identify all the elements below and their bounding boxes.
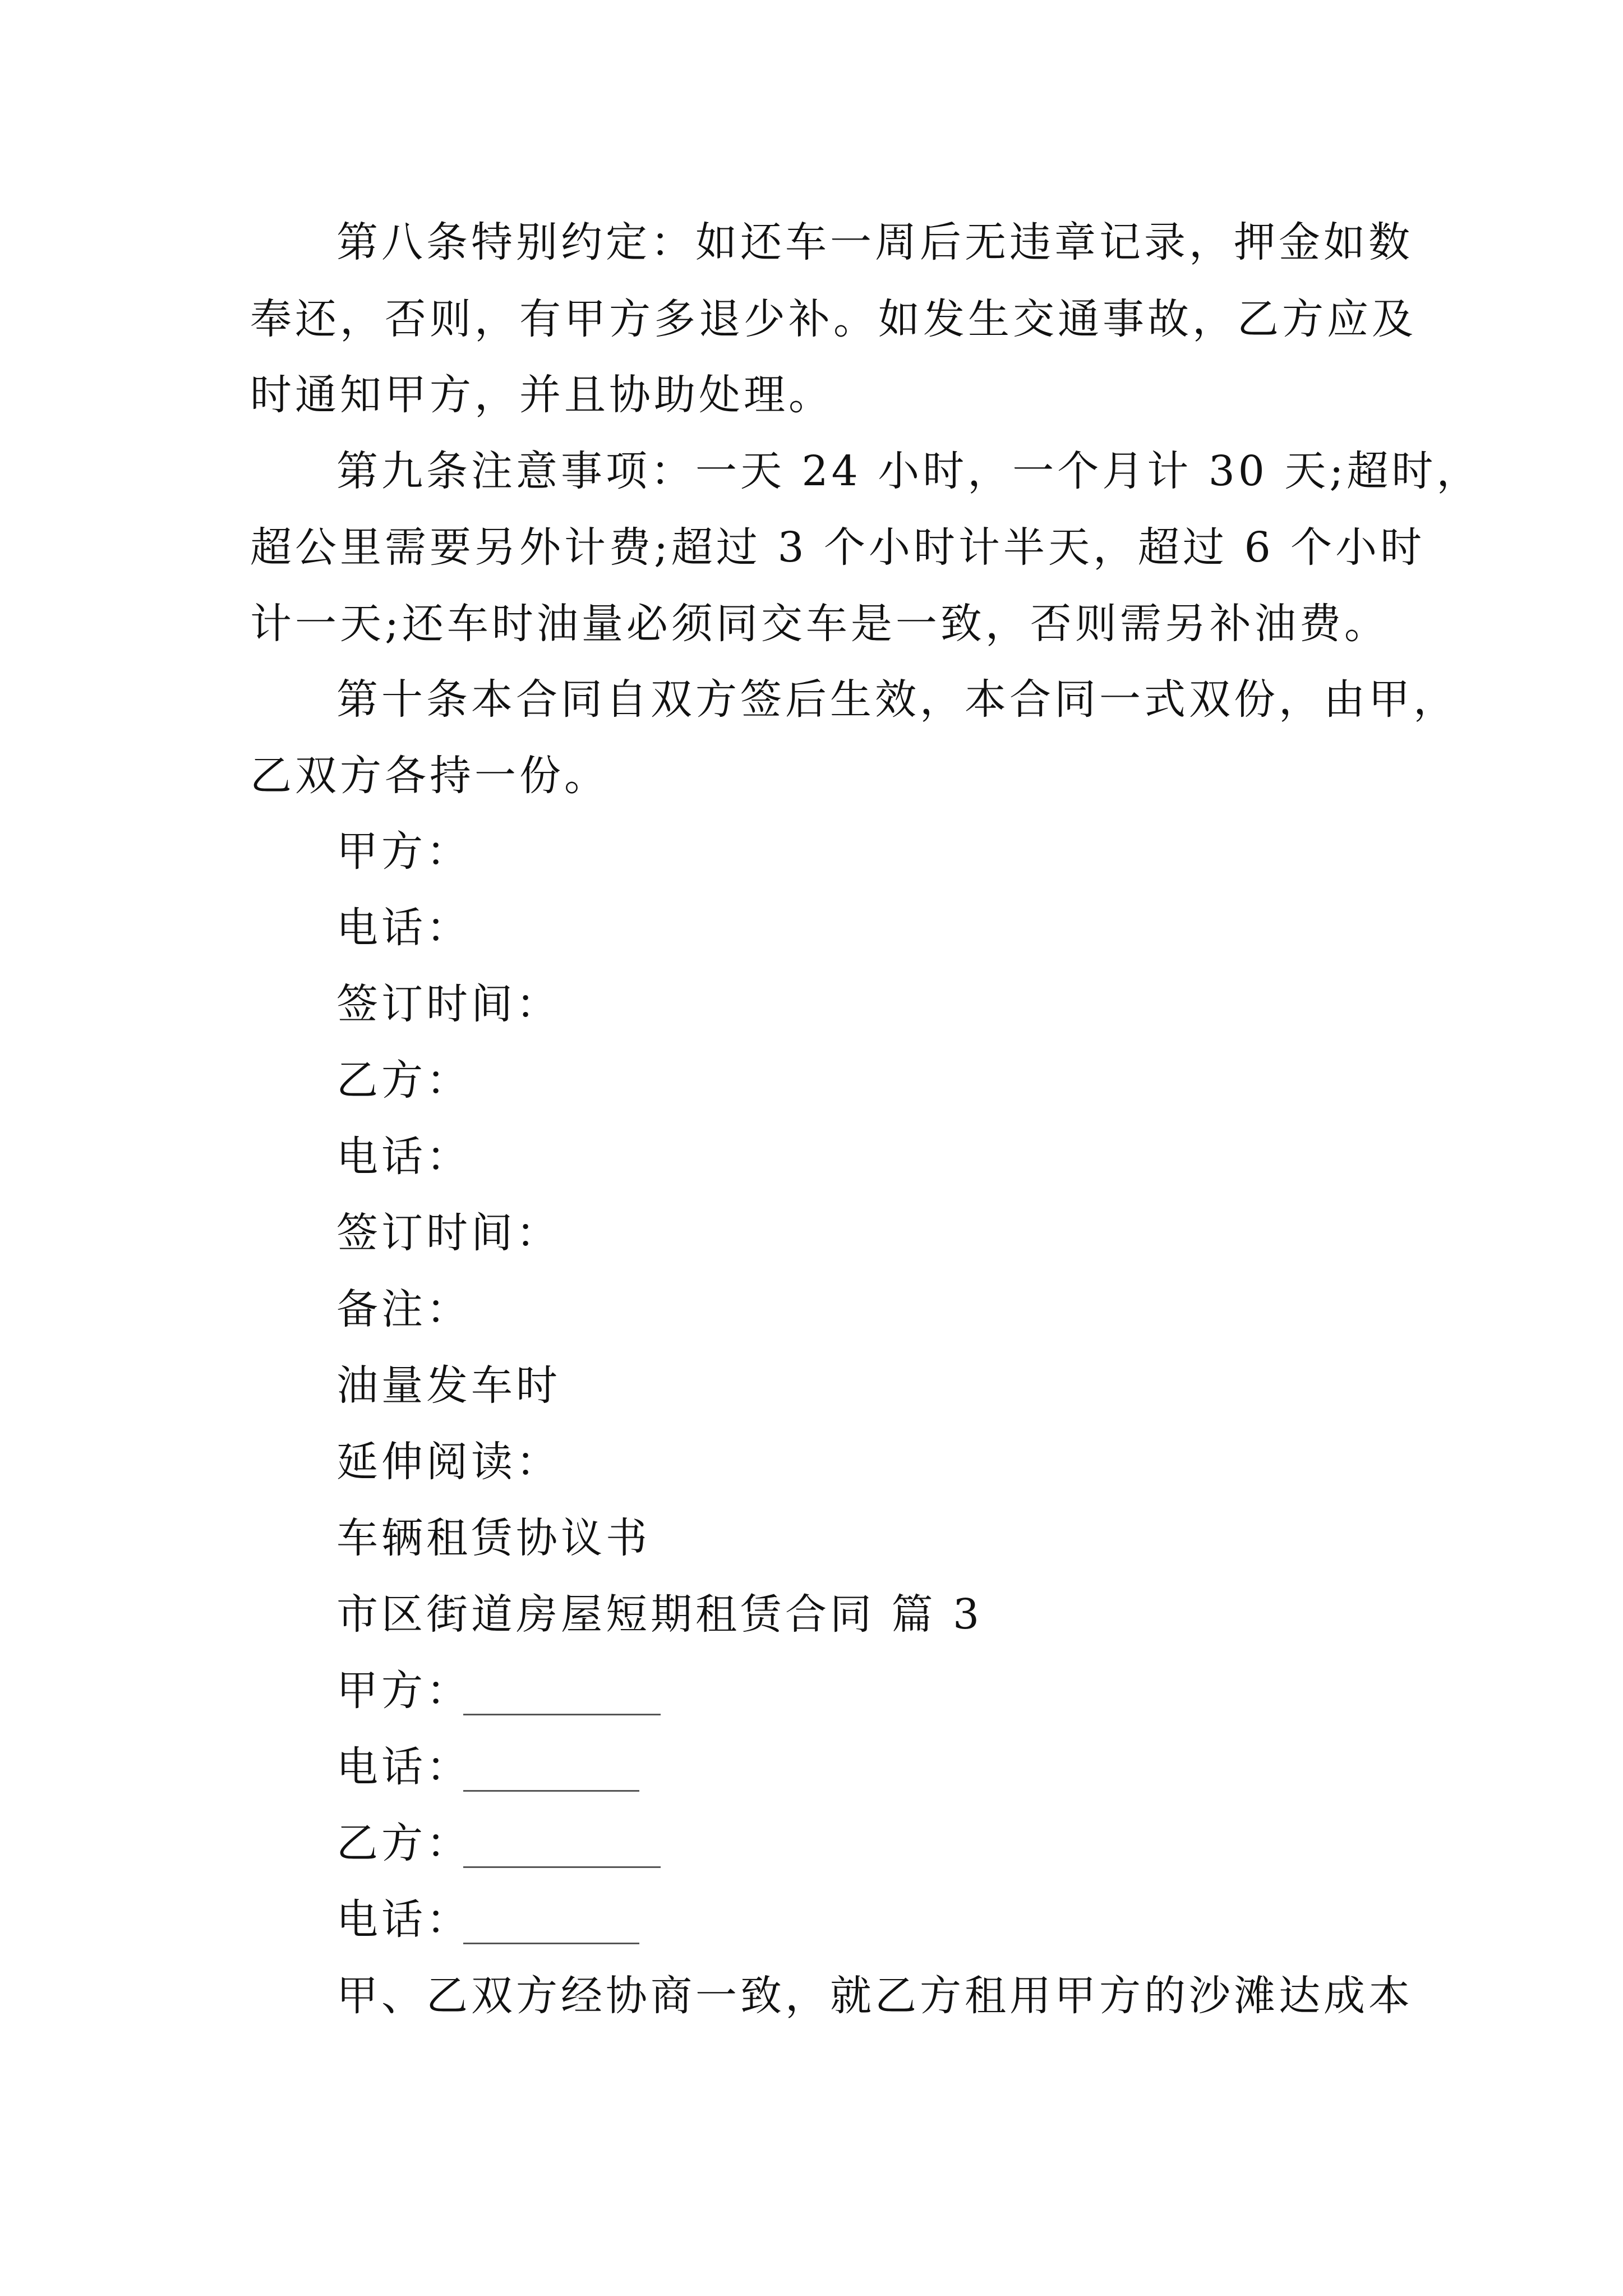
article-8-line-1: 第八条特别约定：如还车一周后无违章记录，押金如数 (336, 218, 1413, 266)
section-title-contract-3: 市区街道房屋短期租赁合同 篇 3 (336, 1590, 983, 1639)
article-9-line-1: 第九条注意事项：一天 24 小时，一个月计 30 天;超时， (336, 447, 1482, 495)
related-reading-label: 延伸阅读： (336, 1438, 561, 1486)
closing-paragraph-line: 甲、乙双方经协商一致，就乙方租用甲方的沙滩达成本 (336, 1972, 1413, 2020)
article-8-line-3: 时通知甲方，并且协助处理。 (250, 371, 833, 419)
party-b-label: 乙方： (336, 1056, 471, 1105)
article-8-line-2: 奉还，否则，有甲方多退少补。如发生交通事故，乙方应及 (250, 295, 1417, 343)
phone-a-blank (463, 1790, 639, 1792)
article-9-line-3: 计一天;还车时油量必须同交车是一致，否则需另补油费。 (250, 600, 1389, 648)
phone-a-label: 电话： (336, 904, 471, 952)
article-10-line-2: 乙双方各持一份。 (250, 752, 609, 800)
phone-b-blank (463, 1943, 639, 1944)
contract3-party-a-label: 甲方： (336, 1667, 471, 1715)
sign-date-a-label: 签订时间： (336, 980, 561, 1028)
article-10-line-1: 第十条本合同自双方签后生效，本合同一式双份，由甲， (336, 675, 1458, 724)
contract3-phone-b-label: 电话： (336, 1895, 471, 1944)
contract3-party-b-label: 乙方： (336, 1819, 471, 1867)
contract3-phone-a-label: 电话： (336, 1743, 471, 1791)
article-9-line-2: 超公里需要另外计费;超过 3 个小时计半天，超过 6 个小时 (250, 523, 1426, 572)
party-b-blank (463, 1866, 661, 1868)
sign-date-b-label: 签订时间： (336, 1209, 561, 1257)
party-a-blank (463, 1714, 661, 1715)
fuel-note: 油量发车时 (336, 1361, 561, 1410)
phone-b-label: 电话： (336, 1133, 471, 1181)
remarks-label: 备注： (336, 1285, 471, 1333)
party-a-label: 甲方： (336, 827, 471, 876)
related-link-vehicle-lease[interactable]: 车辆租赁协议书 (336, 1514, 651, 1562)
